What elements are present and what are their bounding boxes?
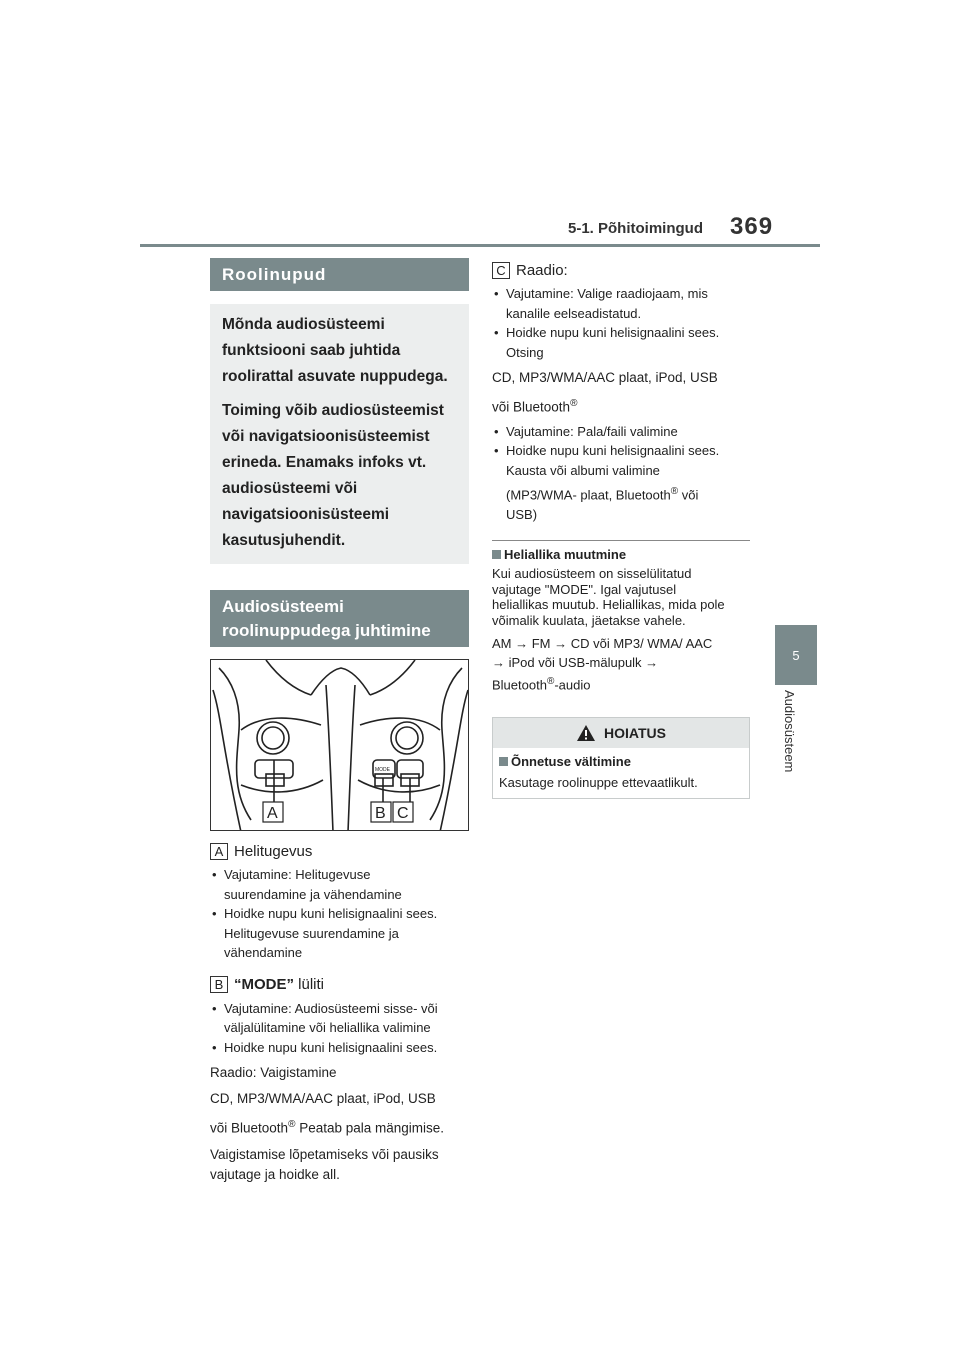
section-title-roolinupud: Roolinupud (210, 258, 469, 291)
item-c-paragraph-2-pre: või Bluetooth (492, 399, 571, 415)
warning-subtitle: Õnnetuse vältimine (511, 753, 631, 769)
item-b-paragraph-3-pre: või Bluetooth (210, 1120, 289, 1136)
item-a-heading (210, 841, 469, 861)
registered-mark: ® (570, 398, 578, 409)
item-b-paragraph-3 (210, 1115, 469, 1139)
source-change-sequence-line-2: → iPod või USB-mälupulk → (492, 655, 659, 671)
item-a-title: Helitugevus (234, 842, 313, 860)
section-header: 5-1. Põhitoimingud (568, 220, 703, 237)
item-b-title-bold: “MODE” (234, 976, 294, 993)
warning-title: HOIATUS (604, 724, 666, 741)
item-b-bullet-2-line-1: • Hoidke nupu kuni helisignaalini sees. (224, 1039, 438, 1055)
item-c-title: Raadio: (516, 261, 568, 279)
source-change-body-line-4: võimalik kuulata, jäetakse vahele. (492, 612, 686, 628)
item-a-bullet-2-line-2: Helitugevuse suurendamine ja (224, 925, 399, 941)
item-b-paragraph-3-post: Peatab pala mängimise. (295, 1120, 445, 1136)
item-c-paragraph-1: CD, MP3/WMA/AAC plaat, iPod, USB (492, 370, 718, 385)
item-c-bullet-1-line-1: • Vajutamine: Valige raadiojaam, mis (506, 286, 708, 301)
source-change-sequence-line-3 (492, 672, 750, 694)
item-b-paragraph-4-line-1: Vaigistamise lõpetamiseks või pausiks (210, 1146, 439, 1162)
warning-box (492, 717, 750, 799)
item-b-paragraph-4 (210, 1145, 469, 1185)
source-change-sequence-line-1: AM → FM → CD või MP3/ WMA/ AAC (492, 636, 713, 652)
item-c-bullet-4-line-3-pre: (MP3/WMA- plaat, Bluetooth (506, 487, 671, 503)
section-title-wrap (210, 590, 469, 647)
item-c-bullet-4-line-1: • Hoidke nupu kuni helisignaalini sees. (506, 443, 720, 458)
item-c-bullet-2-line-2: Otsing (506, 344, 544, 360)
item-c-heading (492, 260, 750, 280)
item-a-bullet-1-line-2: suurendamine ja vähendamine (224, 886, 402, 902)
square-bullet-icon (499, 757, 508, 766)
registered-mark: ® (288, 1119, 296, 1130)
left-column (210, 258, 469, 1185)
intro-paragraph-1: Mõnda audiosüsteemi funktsiooni saab juhtida roolirattal asuvate nuppudega. (222, 316, 448, 385)
item-a-bullet-1 (210, 865, 469, 904)
item-c-bullet-4 (492, 441, 750, 524)
source-change-heading (492, 547, 750, 562)
intro-paragraph-2: Toiming võib audiosüsteemist või navigatsioonisüsteemist erineda. Enamaks infoks vt. audiosüsteemi või navigatsioonisüsteemi kasutusjuhendit. (222, 402, 444, 549)
warning-text: Kasutage roolinuppe ettevaatlikult. (499, 774, 698, 790)
item-b-bullet-1 (210, 999, 469, 1038)
diagram-label-b: B (375, 805, 386, 822)
item-c-bullets-2 (492, 422, 750, 525)
source-change-body-line-2: vajutage "MODE". Igal vajutusel (492, 581, 677, 597)
item-a-bullet-2-line-3: vähendamine (224, 945, 303, 960)
diagram-label-c: C (397, 805, 409, 822)
source-change-sequence (492, 634, 750, 694)
page-number: 369 (730, 213, 774, 240)
source-change-title: Heliallika muutmine (504, 547, 627, 563)
item-c-bullet-4-line-2: Kausta või albumi valimine (506, 462, 660, 478)
item-c-bullet-4-line-3 (506, 482, 750, 505)
item-c-bullet-1 (492, 284, 750, 323)
item-b-title-rest: lüliti (294, 976, 325, 993)
chapter-label-text: Audiosüsteem (782, 690, 797, 773)
source-change-sequence-line-3-pre: Bluetooth (492, 677, 547, 693)
steering-wheel-illustration (211, 660, 469, 831)
registered-mark: ® (546, 676, 555, 688)
warning-subheading (499, 754, 743, 769)
chapter-label (782, 690, 808, 800)
source-change-body-line-1: Kui audiosüsteem on sisselülitatud (492, 566, 692, 582)
item-a-bullet-2 (210, 904, 469, 963)
section-title-audio-control (210, 590, 469, 645)
item-b-letter: B (210, 976, 228, 993)
steering-wheel-diagram (210, 659, 469, 831)
item-b-bullets (210, 999, 469, 1058)
item-c-bullet-1-line-2: kanalile eelseadistatud. (506, 305, 642, 321)
item-b-heading (210, 975, 469, 995)
section-title-line-1: Audiosüsteemi (222, 597, 344, 616)
source-change-rule (492, 540, 750, 541)
item-c-letter: C (492, 262, 510, 279)
item-a-bullet-2-line-1: • Hoidke nupu kuni helisignaalini sees. (224, 906, 438, 921)
chapter-tab: 5 (775, 625, 817, 685)
item-a-letter: A (210, 843, 228, 860)
source-change-body (492, 566, 750, 628)
item-b-paragraph-4-line-2: vajutage ja hoidke all. (210, 1166, 340, 1182)
item-c-bullet-3-text: • Vajutamine: Pala/faili valimine (506, 423, 678, 439)
source-change-body-line-3: heliallikas muutub. Heliallikas, mida pole (492, 597, 725, 613)
warning-triangle-icon (576, 724, 596, 742)
item-c-bullet-2-line-1: • Hoidke nupu kuni helisignaalini sees. (506, 325, 720, 340)
item-b-bullet-1-line-1: • Vajutamine: Audiosüsteemi sisse- või (224, 1000, 438, 1016)
registered-mark: ® (670, 486, 679, 497)
item-a-bullets (210, 865, 469, 963)
item-c-bullet-2 (492, 323, 750, 362)
item-c-bullet-3 (492, 422, 750, 442)
warning-body (493, 748, 749, 798)
section-title-line-2: roolinuppudega juhtimine (222, 621, 431, 640)
item-b-bullet-1-line-2: väljalülitamine või heliallika valimine (224, 1020, 431, 1035)
item-b-bullet-2 (210, 1038, 469, 1058)
item-b-paragraph-2: CD, MP3/WMA/AAC plaat, iPod, USB (210, 1091, 436, 1106)
item-b-paragraph-1: Raadio: Vaigistamine (210, 1065, 337, 1080)
item-c-paragraph-2 (492, 394, 750, 418)
item-c-bullet-4-line-3-post: või (678, 487, 699, 503)
right-column (492, 258, 750, 799)
warning-header (493, 718, 749, 748)
item-a-bullet-1-line-1: • Vajutamine: Helitugevuse (224, 867, 371, 882)
source-change-sequence-line-3-post: -audio (554, 677, 591, 693)
item-c-bullets-1 (492, 284, 750, 362)
header-rule (140, 244, 820, 247)
intro-box (210, 304, 469, 564)
item-c-bullet-4-line-4: USB) (506, 506, 538, 522)
diagram-label-a: A (267, 805, 278, 822)
mode-button-label: MODE (375, 767, 390, 773)
square-bullet-icon (492, 550, 501, 559)
